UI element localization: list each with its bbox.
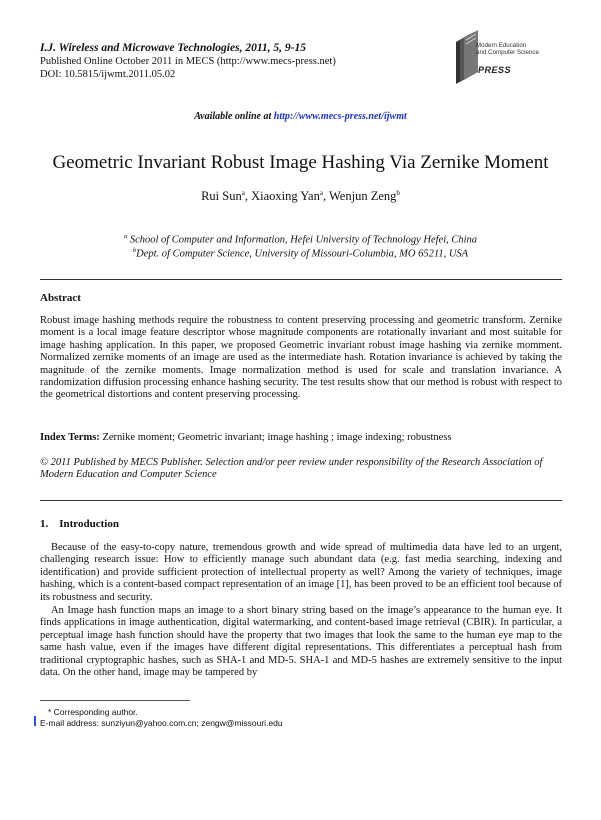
doi: DOI: 10.5815/ijwmt.2011.05.02 xyxy=(40,69,176,80)
logo-line-2: and Computer Science xyxy=(476,49,539,56)
affil-mark: a xyxy=(123,233,128,240)
affiliation-b xyxy=(0,247,601,260)
intro-paragraph-2 xyxy=(40,605,562,679)
footnote-email: E-mail address: sunziyun@yahoo.com.cn; zengw@missouri.edu xyxy=(40,718,283,728)
intro-paragraph-1 xyxy=(40,542,562,604)
author-affil-mark: a xyxy=(241,189,245,197)
divider xyxy=(40,500,562,501)
author-name: Rui Sun xyxy=(201,189,242,204)
author-affil-mark: a xyxy=(319,189,323,197)
index-terms xyxy=(40,432,562,443)
affiliation-a xyxy=(0,233,601,246)
copyright-notice: © 2011 Published by MECS Publisher. Selection and/or peer review under responsibility of the Research Association of Modern Education and Computer Science xyxy=(40,457,543,481)
abstract-heading: Abstract xyxy=(40,292,81,304)
section-heading-introduction: 1. Introduction xyxy=(40,518,119,530)
journal-name: I.J. Wireless and Microwave Technologies xyxy=(40,42,240,54)
author-affil-mark: b xyxy=(396,189,400,197)
affil-mark: b xyxy=(132,247,137,254)
book-stack-icon xyxy=(452,28,482,84)
author-list: Rui Sun$^a$, Xiaoxing Yan$^a$, Wenjun Zeng$^b$ xyxy=(201,189,400,204)
affil-text: Dept. of Computer Science, University of Missouri-Columbia, MO 65211, USA xyxy=(136,248,469,260)
paragraph-text: Because of the easy-to-copy nature, tremendous growth and wide spread of multimedia data have led to an urgent, challenging research issue: How to efficiently manage such abundant data (e.g. fast media searching, indexing and identification) and provide sufficient protection of intellectual property as well? Among the variety of techniques, image hashing, which is a content-based compact representation of an image [1], has been proved to be an efficient tool because of its robustness and security. xyxy=(40,542,562,603)
affil-text: School of Computer and Information, Hefei University of Technology Hefei, China xyxy=(127,234,478,246)
change-bar xyxy=(34,716,36,726)
logo-text xyxy=(476,42,539,56)
logo-press: PRESS xyxy=(478,65,512,75)
index-terms-label: Index Terms: xyxy=(40,432,100,443)
publication-info: Published Online October 2011 in MECS (http://www.mecs-press.net) xyxy=(40,56,336,67)
logo-line-1: Modern Education xyxy=(476,42,527,49)
journal-volume: , 2011, 5, 9-15 xyxy=(239,42,307,54)
footnote-rule xyxy=(40,700,190,701)
publisher-logo xyxy=(452,28,572,84)
paper-title: Geometric Invariant Robust Image Hashing Via Zernike Moment xyxy=(52,152,549,173)
journal-link[interactable]: http://www.mecs-press.net/ijwmt xyxy=(273,111,407,122)
available-label: Available online at xyxy=(194,111,274,122)
journal-citation xyxy=(40,42,306,54)
author-name: Wenjun Zeng xyxy=(329,189,397,204)
abstract-body: Robust image hashing methods require the robustness to content preserving processing and geometric transform. Zernike moment is a local image feature descriptor whose magnitude components are rotationally invariant and most suitable for image hashing application. In this paper, we proposed Geometric invariant robust image hashing via zernike momment. Normalized zernike moments of an image are used as the intermediate hash. Rotation invariance is achieved by taking the magnitude of the zernike moments. Image normalization method is used for scale and translation invariance. A randomization diffusion processing enhance hashing security. The test results show that our method is robust with respect to the geometrical distortions and content preserving processing. xyxy=(40,315,562,401)
divider xyxy=(40,279,562,280)
paragraph-text: An Image hash function maps an image to a short binary string based on the image’s appearance to the human eye. It finds applications in image authentication, digital watermarking, and content-based image retrieval (CBIR). In particular, a perceptual image hash function should have the property that two images that look the same to the human eye map to the same hash value, even if the images have different digital representations. This differentiates a perceptual hash from traditional cryptographic hashes, such as SHA-1 and MD-5. SHA-1 and MD-5 hashes are extremely sensitive to the input data. On the other hand, image may be tampered by xyxy=(40,605,562,679)
available-online xyxy=(0,111,601,122)
author-name: Xiaoxing Yan xyxy=(251,189,320,204)
index-terms-text: Zernike moment; Geometric invariant; image hashing ; image indexing; robustness xyxy=(99,432,452,443)
footnote-corresponding: * Corresponding author. xyxy=(48,707,138,717)
